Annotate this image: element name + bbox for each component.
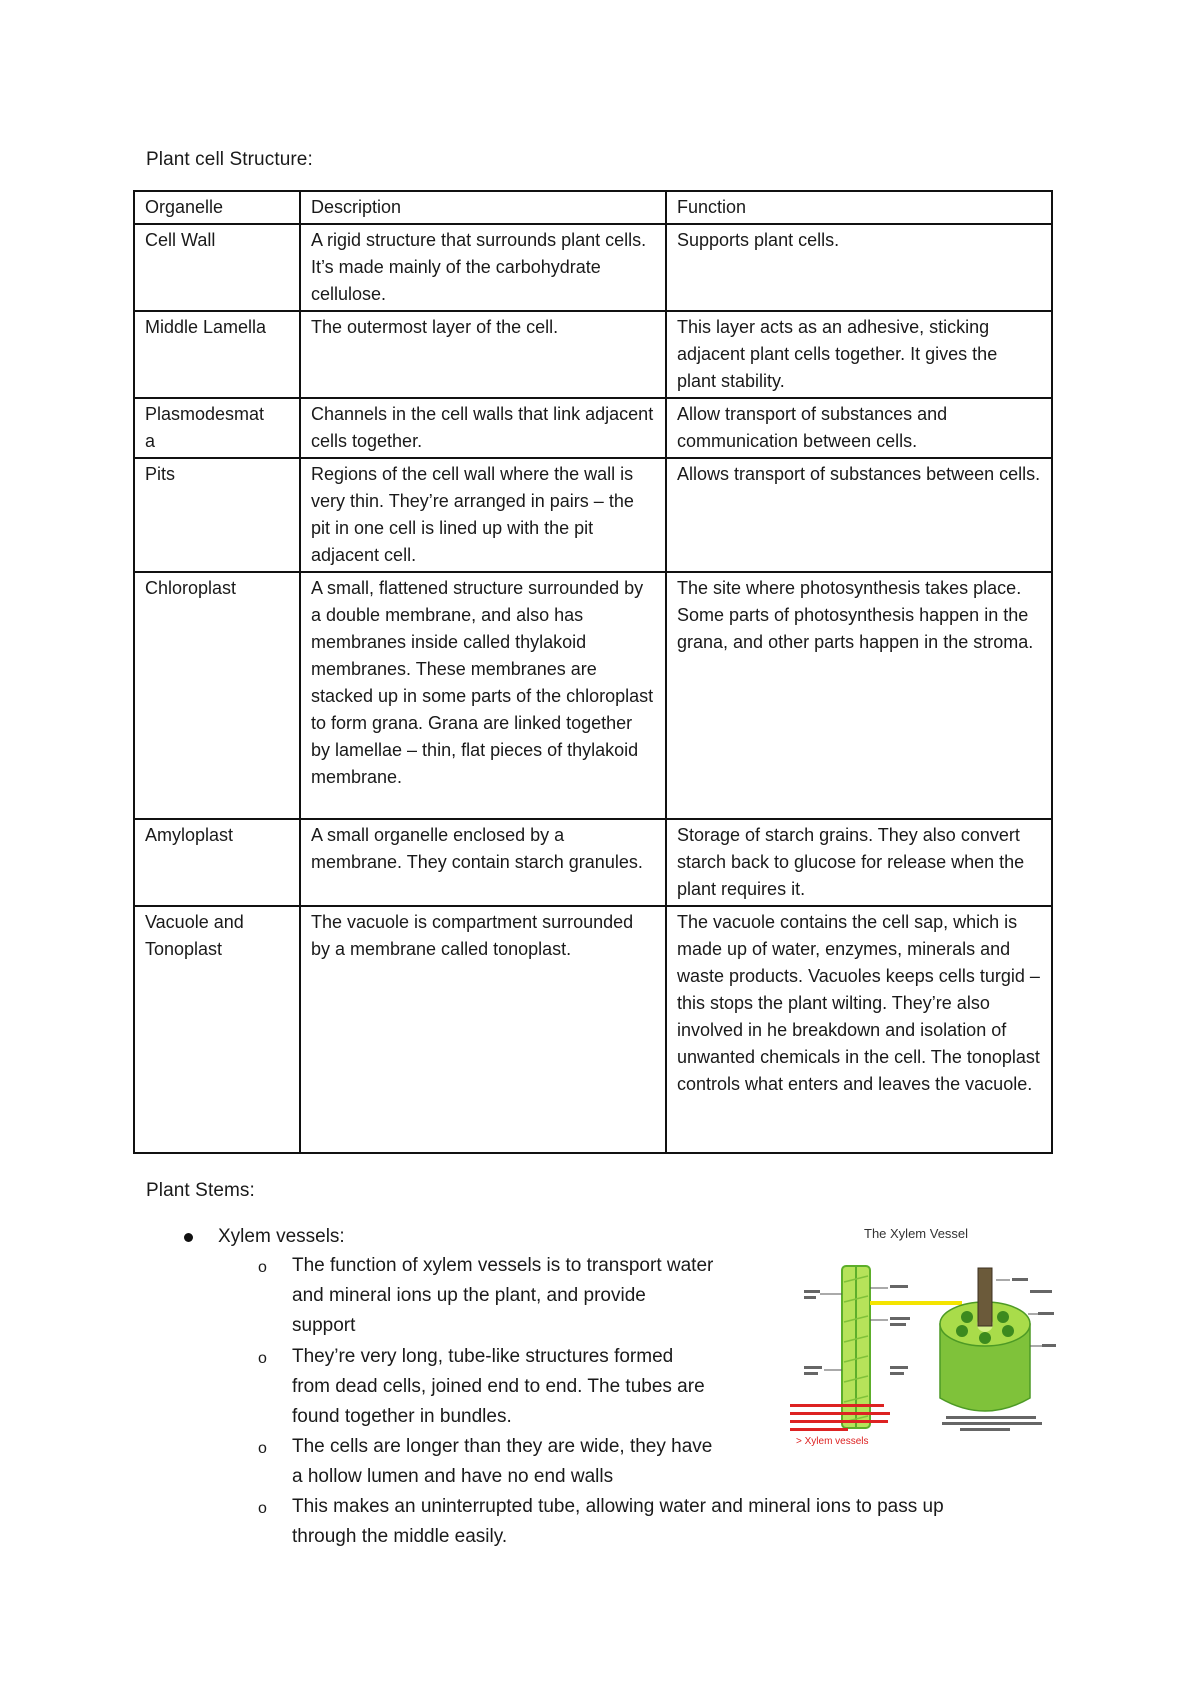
cell-organelle <box>134 906 300 1153</box>
text-line: They’re very long, tube-like structures formed <box>292 1346 674 1367</box>
table-row <box>134 819 1052 906</box>
cell-description: Regions of the cell wall where the wall is very thin. They’re arranged in pairs – the pit in one cell is lined up with the pit adjacent cell. <box>300 458 666 572</box>
cell-organelle: Amyloplast <box>134 819 300 906</box>
cell-description: A rigid structure that surrounds plant cells. It’s made mainly of the carbohydrate cellulose. <box>300 224 666 311</box>
cell-organelle: Chloroplast <box>134 572 300 819</box>
text-line: from dead cells, joined end to end. The tubes are <box>292 1376 705 1397</box>
sub-bullet-marker: o <box>258 1259 267 1276</box>
section-title-plant-stems: Plant Stems: <box>146 1180 255 1201</box>
bullet-dot <box>184 1233 193 1242</box>
header-description: Description <box>300 191 666 224</box>
cell-description: A small, flattened structure surrounded by a double membrane, and also has membranes inside called thylakoid membranes. These membranes are stacked up in some parts of the chloroplast to form grana. Grana are linked together by lamellae – thin, flat pieces of thylakoid membrane. <box>300 572 666 819</box>
cell-function: The site where photosynthesis takes place. Some parts of photosynthesis happen in the grana, and other parts happen in the stroma. <box>666 572 1052 819</box>
text-line: a hollow lumen and have no end walls <box>292 1466 614 1487</box>
cell-organelle: Cell Wall <box>134 224 300 311</box>
sub-bullet-marker: o <box>258 1350 267 1367</box>
cell-function: This layer acts as an adhesive, sticking adjacent plant cells together. It gives the plant stability. <box>666 311 1052 398</box>
cell-function: Allow transport of substances and communication between cells. <box>666 398 1052 458</box>
cell-description: The vacuole is compartment surrounded by a membrane called tonoplast. <box>300 906 666 1153</box>
bullet-xylem-vessels: Xylem vessels: <box>218 1226 345 1247</box>
cell-description: Channels in the cell walls that link adjacent cells together. <box>300 398 666 458</box>
xylem-diagram <box>790 1220 1060 1460</box>
header-function: Function <box>666 191 1052 224</box>
cell-description: The outermost layer of the cell. <box>300 311 666 398</box>
organelle-text: Plasmodesmata <box>145 404 265 451</box>
table-row <box>134 311 1052 398</box>
section-title-plant-cell: Plant cell Structure: <box>146 149 313 170</box>
text-line: through the middle easily. <box>292 1526 508 1547</box>
sub-point-structure <box>292 1342 705 1432</box>
cell-function: Allows transport of substances between cells. <box>666 458 1052 572</box>
organelle-text: Vacuole and Tonoplast <box>145 912 244 959</box>
sub-bullet-marker: o <box>258 1500 267 1517</box>
header-organelle: Organelle <box>134 191 300 224</box>
cell-description: A small organelle enclosed by a membrane. They contain starch granules. <box>300 819 666 906</box>
table-row <box>134 398 1052 458</box>
text-line: support <box>292 1315 356 1336</box>
text-line: and mineral ions up the plant, and provide <box>292 1285 646 1306</box>
sub-point-tube <box>292 1492 944 1552</box>
text-line: The cells are longer than they are wide, they have <box>292 1436 713 1457</box>
text-line: The function of xylem vessels is to transport water <box>292 1255 714 1276</box>
sub-point-function <box>292 1251 713 1341</box>
text-line: found together in bundles. <box>292 1406 512 1427</box>
table-row <box>134 458 1052 572</box>
xylem-vessel-figure <box>790 1220 1060 1460</box>
cell-organelle: Pits <box>134 458 300 572</box>
figure-label-xylem: > Xylem vessels <box>796 1436 869 1447</box>
table-row <box>134 224 1052 311</box>
cell-organelle <box>134 398 300 458</box>
sub-bullet-marker: o <box>258 1440 267 1457</box>
cell-organelle: Middle Lamella <box>134 311 300 398</box>
sub-point-cells <box>292 1432 712 1492</box>
highlight-line <box>870 1301 962 1305</box>
cell-function: Supports plant cells. <box>666 224 1052 311</box>
table-row <box>134 906 1052 1153</box>
table-header-row <box>134 191 1052 224</box>
figure-title: The Xylem Vessel <box>864 1226 969 1241</box>
text-line: This makes an uninterrupted tube, allowing water and mineral ions to pass up <box>292 1496 944 1517</box>
table-row <box>134 572 1052 819</box>
cell-function: The vacuole contains the cell sap, which is made up of water, enzymes, minerals and waste products. Vacuoles keeps cells turgid – this stops the plant wilting. They’re also involved in he breakdown and isolation of unwanted chemicals in the cell. The tonoplast controls what enters and leaves the vacuole. <box>666 906 1052 1153</box>
cell-function: Storage of starch grains. They also convert starch back to glucose for release when the plant requires it. <box>666 819 1052 906</box>
organelle-table <box>133 190 1053 1154</box>
